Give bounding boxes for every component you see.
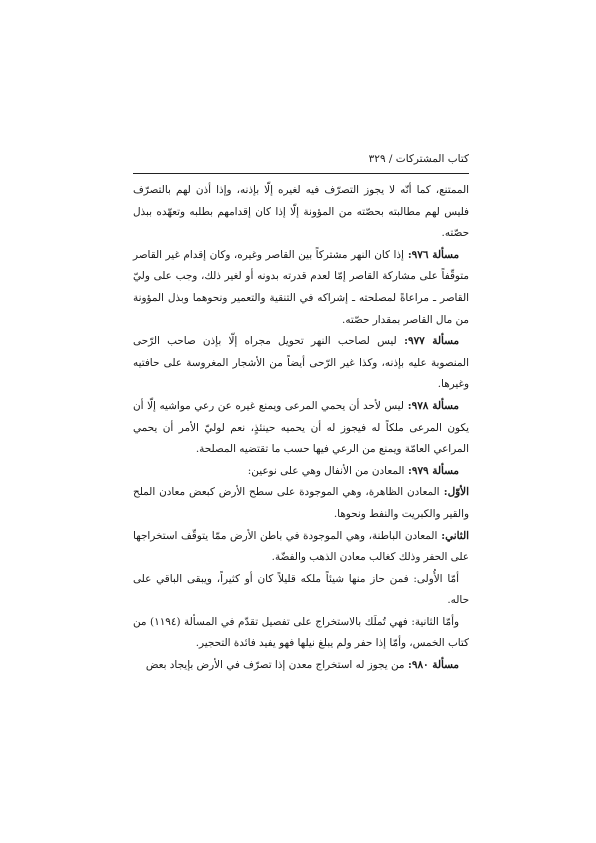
masala-number: مسألة ٩٧٩: — [404, 464, 459, 477]
paragraph-masala-979 — [133, 461, 469, 483]
paragraph-text: ليس لأحد أن يحمي المرعى ويمنع غيره عن رعي مواشيه إلّا أن يكون المرعى ملكاً له فيجوز له أن يحميه حينئذٍ، نعم لوليّ الأمر أن يحمي المراعي العامّة ويمنع من الرعي فيها حسب ما تقتضيه المصلحة. — [133, 399, 469, 456]
running-header: كتاب المشتركات / ٣٢٩ — [133, 152, 469, 174]
paragraph-masala-976 — [133, 245, 469, 331]
paragraph-text: المعادن الباطنة، وهي الموجودة في باطن الأرض ممّا يتوقّف استخراجها على الحفر وذلك كغالب معادن الذهب والفضّة. — [133, 529, 469, 564]
paragraph-text: وأمّا الثانية: فهي تُملَك بالاستخراج على تفصيل تقدّم في المسألة (١١٩٤) من كتاب الخمس، وأمّا إذا حفر ولم يبلغ نيلها فهو يفيد فائدة التحجير. — [133, 615, 469, 650]
paragraph-text: ليس لصاحب النهر تحويل مجراه إلّا بإذن صاحب الرّحى المنصوبة عليه بإذنه، وكذا غير الرّحى أيضاً من الأشجار المغروسة على حافتيه وغيرها. — [133, 335, 469, 391]
paragraph-text: المعادن من الأنفال وهي على نوعين: — [247, 464, 405, 477]
body-text — [133, 180, 469, 677]
paragraph-masala-978 — [133, 396, 469, 461]
paragraph-text: الممتنع، كما أنّه لا يجوز التصرّف فيه لغيره إلّا بإذنه، وإذا أذن لهم بالتصرّف فليس لهم مطالبته بحصّته من المؤونة إلّا إذا كان إقدامهم بطلبه وتعهّده ببذل حصّته. — [133, 184, 469, 240]
paragraph-text: أمّا الأُولى: فمن حاز منها شيئاً ملكه قليلاً كان أو كثيراً، ويبقى الباقي على حاله. — [133, 572, 469, 607]
paragraph-first-ruling — [133, 569, 469, 612]
masala-number: مسألة ٩٨٠: — [404, 659, 459, 672]
item-label: الثاني: — [437, 529, 469, 542]
masala-number: مسألة ٩٧٧: — [396, 335, 460, 348]
item-label: الأوّل: — [439, 486, 469, 499]
paragraph-second-type — [133, 526, 469, 569]
paragraph-first-type — [133, 482, 469, 525]
paragraph-second-ruling — [133, 612, 469, 655]
masala-number: مسألة ٩٧٦: — [403, 248, 460, 261]
paragraph-text: المعادن الظاهرة، وهي الموجودة على سطح الأرض كبعض معادن الملح والقير والكبريت والنفط ونحوها. — [133, 486, 469, 520]
paragraph-masala-980 — [133, 655, 469, 677]
paragraph-text: من يجوز له استخراج معدن إذا تصرّف في الأرض بإيجاد بعض — [145, 659, 405, 672]
paragraph-masala-977 — [133, 331, 469, 396]
book-page — [133, 152, 469, 712]
masala-number: مسألة ٩٧٨: — [403, 399, 459, 412]
paragraph-1 — [133, 180, 469, 245]
paragraph-text: إذا كان النهر مشتركاً بين القاصر وغيره، وكان إقدام غير القاصر متوقّفاً على مشاركة القاصر إمّا لعدم قدرته بدونه أو لغير ذلك، وجب على وليّ القاصر ـ مراعاةً لمصلحته ـ إشراكه في التنقية والتعمير ونحوهما وبذل المؤونة من مال القاصر بمقدار حصّته. — [133, 248, 469, 326]
